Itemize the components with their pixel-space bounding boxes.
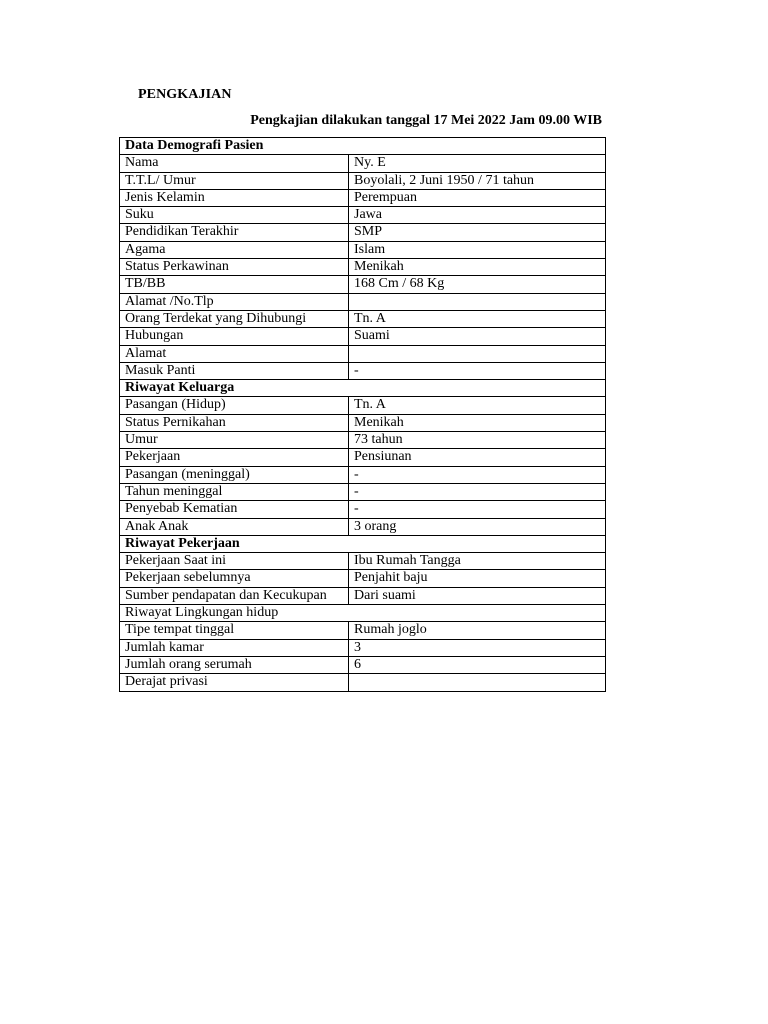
table-row xyxy=(120,587,606,604)
table-row xyxy=(120,189,606,206)
assessment-date: Pengkajian dilakukan tanggal 17 Mei 2022 Jam 09.00 WIB xyxy=(250,113,602,128)
field-label: Orang Terdekat yang Dihubungi xyxy=(120,310,349,327)
field-value: 6 xyxy=(349,656,606,673)
field-value: 3 xyxy=(349,639,606,656)
table-row xyxy=(120,293,606,310)
subsection-row xyxy=(120,605,606,622)
field-value: Menikah xyxy=(349,259,606,276)
field-value: Islam xyxy=(349,241,606,258)
field-value xyxy=(349,293,606,310)
table-row xyxy=(120,397,606,414)
field-value xyxy=(349,674,606,691)
field-value: Jawa xyxy=(349,207,606,224)
field-value: Pensiunan xyxy=(349,449,606,466)
field-value: - xyxy=(349,501,606,518)
field-value: Rumah joglo xyxy=(349,622,606,639)
table-row xyxy=(120,224,606,241)
subsection-label: Riwayat Lingkungan hidup xyxy=(120,605,606,622)
field-label: T.T.L/ Umur xyxy=(120,172,349,189)
field-value: Tn. A xyxy=(349,397,606,414)
section-header-row xyxy=(120,138,606,155)
field-label: Jenis Kelamin xyxy=(120,189,349,206)
field-label: Umur xyxy=(120,432,349,449)
table-row xyxy=(120,432,606,449)
section-header-row xyxy=(120,535,606,552)
field-label: Pendidikan Terakhir xyxy=(120,224,349,241)
table-row xyxy=(120,414,606,431)
table-row xyxy=(120,259,606,276)
field-value: Boyolali, 2 Juni 1950 / 71 tahun xyxy=(349,172,606,189)
field-label: Tahun meninggal xyxy=(120,483,349,500)
field-value: Suami xyxy=(349,328,606,345)
field-value: - xyxy=(349,466,606,483)
table-row xyxy=(120,310,606,327)
field-label: Penyebab Kematian xyxy=(120,501,349,518)
field-value: Perempuan xyxy=(349,189,606,206)
field-label: Pekerjaan Saat ini xyxy=(120,553,349,570)
section-header: Data Demografi Pasien xyxy=(120,138,606,155)
field-value: Dari suami xyxy=(349,587,606,604)
table-row xyxy=(120,501,606,518)
field-label: Derajat privasi xyxy=(120,674,349,691)
section-header-row xyxy=(120,380,606,397)
section-header: Riwayat Pekerjaan xyxy=(120,535,606,552)
field-label: Status Perkawinan xyxy=(120,259,349,276)
field-value: Ny. E xyxy=(349,155,606,172)
field-label: TB/BB xyxy=(120,276,349,293)
table-row xyxy=(120,553,606,570)
page-title: PENGKAJIAN xyxy=(138,87,232,102)
table-row xyxy=(120,656,606,673)
table-row xyxy=(120,155,606,172)
field-label: Agama xyxy=(120,241,349,258)
field-value xyxy=(349,345,606,362)
field-label: Pekerjaan sebelumnya xyxy=(120,570,349,587)
field-label: Masuk Panti xyxy=(120,362,349,379)
table-row xyxy=(120,362,606,379)
field-label: Suku xyxy=(120,207,349,224)
table-row xyxy=(120,276,606,293)
field-label: Tipe tempat tinggal xyxy=(120,622,349,639)
table-row xyxy=(120,345,606,362)
table-row xyxy=(120,483,606,500)
table-row xyxy=(120,674,606,691)
field-label: Jumlah orang serumah xyxy=(120,656,349,673)
field-value: 73 tahun xyxy=(349,432,606,449)
field-label: Nama xyxy=(120,155,349,172)
field-label: Anak Anak xyxy=(120,518,349,535)
field-value: Menikah xyxy=(349,414,606,431)
table-row xyxy=(120,570,606,587)
field-value: Tn. A xyxy=(349,310,606,327)
field-label: Alamat /No.Tlp xyxy=(120,293,349,310)
table-row xyxy=(120,241,606,258)
table-row xyxy=(120,466,606,483)
field-value: 168 Cm / 68 Kg xyxy=(349,276,606,293)
table-row xyxy=(120,328,606,345)
field-value: SMP xyxy=(349,224,606,241)
field-value: Penjahit baju xyxy=(349,570,606,587)
field-label: Jumlah kamar xyxy=(120,639,349,656)
field-label: Alamat xyxy=(120,345,349,362)
field-value: 3 orang xyxy=(349,518,606,535)
table-row xyxy=(120,622,606,639)
field-label: Status Pernikahan xyxy=(120,414,349,431)
table-row xyxy=(120,449,606,466)
table-row xyxy=(120,639,606,656)
field-label: Pekerjaan xyxy=(120,449,349,466)
field-value: - xyxy=(349,483,606,500)
section-header: Riwayat Keluarga xyxy=(120,380,606,397)
assessment-table xyxy=(119,137,606,692)
field-value: - xyxy=(349,362,606,379)
table-row xyxy=(120,518,606,535)
assessment-table-body xyxy=(120,138,606,692)
field-label: Hubungan xyxy=(120,328,349,345)
field-label: Pasangan (meninggal) xyxy=(120,466,349,483)
field-value: Ibu Rumah Tangga xyxy=(349,553,606,570)
table-row xyxy=(120,207,606,224)
field-label: Pasangan (Hidup) xyxy=(120,397,349,414)
field-label: Sumber pendapatan dan Kecukupan xyxy=(120,587,349,604)
table-row xyxy=(120,172,606,189)
